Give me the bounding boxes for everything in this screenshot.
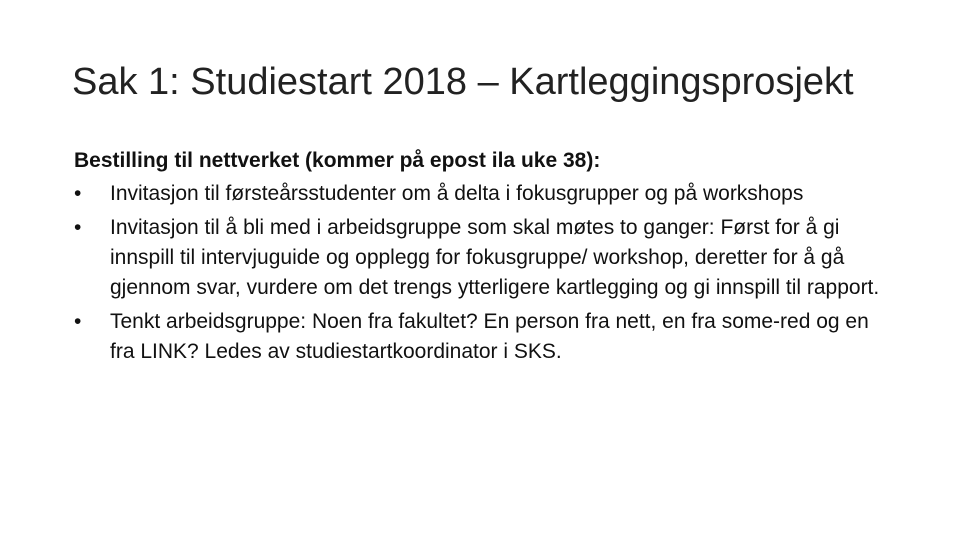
- lead-paragraph: Bestilling til nettverket (kommer på epost ila uke 38):: [74, 149, 601, 172]
- bullet-list: [74, 179, 894, 367]
- bullet-item: [74, 213, 894, 303]
- bullet-text: Invitasjon til førsteårsstudenter om å delta i fokusgrupper og på workshops: [110, 182, 804, 205]
- slide-title: Sak 1: Studiestart 2018 – Kartleggingsprosjekt: [72, 61, 854, 103]
- bullet-item: [74, 307, 894, 367]
- slide-body: [74, 146, 894, 371]
- bullet-text: Tenkt arbeidsgruppe: Noen fra fakultet? En person fra nett, en fra some-red og en fra LINK? Ledes av studiestartkoordinator i SKS.: [110, 310, 869, 363]
- bullet-text: Invitasjon til å bli med i arbeidsgruppe som skal møtes to ganger: Først for å gi innspill til intervjuguide og opplegg for fokusgruppe/ workshop, deretter for å gå gjennom svar, vurdere om det trengs ytterligere kartlegging og gi innspill til rapport.: [110, 216, 880, 299]
- bullet-item: [74, 179, 894, 209]
- bullet-glyph: •: [74, 216, 82, 239]
- bullet-glyph: •: [74, 310, 82, 333]
- bullet-glyph: •: [74, 182, 82, 205]
